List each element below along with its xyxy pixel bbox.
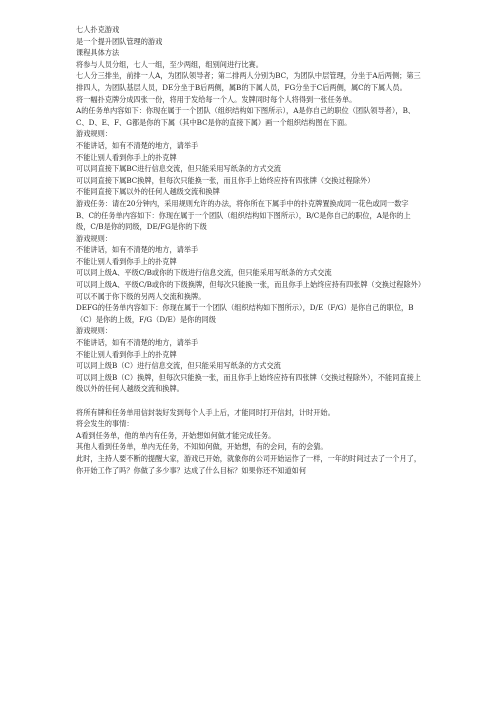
document-page xyxy=(76,24,424,476)
paragraph-grouping: 将参与人员分组，七人一组，至少两组，组别间进行比赛。 xyxy=(76,59,263,69)
paragraph-game-task: 游戏任务：请在20分钟内，采用规则允许的办法，将你所在下属手中的扑克牌置换成同一花色或同一数字 xyxy=(76,198,409,208)
rule-a-2: 不能让别人看到你手上的扑克牌 xyxy=(76,152,177,162)
rule-bc-1: 不能讲话，如有不清楚的地方，请举手 xyxy=(76,245,199,255)
rule-a-3: 可以同直接下属BC进行信息交流，但只能采用写纸条的方式交流 xyxy=(76,164,281,174)
rule-defg-2: 不能让别人看到你手上的扑克牌 xyxy=(76,349,177,359)
paragraph-task-a: A的任务单内容如下：你现在属于一个团队（组织结构如下图所示），A是你自己的职位（团队领导者），B、C、D、E、F、G都是你的下属（其中BC是你的直接下属）画一个组织结构图在下面。 xyxy=(76,106,416,127)
rules-heading-a: 游戏规则： xyxy=(76,129,112,139)
section-heading-method: 课程具体方法 xyxy=(76,48,120,58)
blank-line xyxy=(76,395,424,407)
rule-bc-3: 可以同上级A、平级C/B或你的下级进行信息交流，但只能采用写纸条的方式交流 xyxy=(76,268,332,278)
rule-defg-1: 不能讲话，如有不清楚的地方，请举手 xyxy=(76,338,199,348)
paragraph-dealing: 将一幅扑克牌分成四张一份，将用于发给每一个人。发牌同时每个人将得到一张任务单。 xyxy=(76,94,357,104)
rules-heading-bc: 游戏规则： xyxy=(76,233,112,243)
paragraph-task-defg: DEFG的任务单内容如下：你现在属于一个团队（组织结构如下图所示），D/E（F/G）是你自己的职位，B（C）是你的上级，F/G（D/E）是你的同级 xyxy=(76,303,414,324)
rule-defg-3: 可以同上级B（C）进行信息交流，但只能采用写纸条的方式交流 xyxy=(76,361,281,371)
paragraph-host-reminds: 此时，主持人要不断的提醒大家，游戏已开始，就象你的公司开始运作了一样，一年的时间过去了一个月了，你开始工作了吗？你做了多少事？达成了什么目标？如果你还不知道如何 xyxy=(76,453,422,475)
rule-a-1: 不能讲话，如有不清楚的地方，请举手 xyxy=(76,140,199,150)
paragraph-others-see: 其他人看到任务单，单内无任务，不知如何做，开始想，有的会问，有的会猜。 xyxy=(76,442,328,452)
paragraph-start: 将所有牌和任务单用信封装好发到每个人手上后，才能同时打开信封，计时开始。 xyxy=(76,407,335,417)
paragraph-a-sees: A看到任务单，他的单内有任务，开始想如何做才能完成任务。 xyxy=(76,430,276,440)
rule-bc-2: 不能让别人看到你手上的扑克牌 xyxy=(76,256,177,266)
rule-defg-4: 可以同上级B（C）换牌，但每次只能换一张，而且你手上始终应持有四张牌（交换过程除外），不能同直接上级以外的任何人越级交流和换牌。 xyxy=(76,372,421,394)
doc-subtitle: 是一个提升团队管理的游戏 xyxy=(76,36,163,46)
paragraph-seating: 七人分三排坐，前排一人A，为团队领导者；第二排两人分别为BC，为团队中层管理，分坐于A后两侧；第三排四人，为团队基层人员，DE分坐于B后两侧，属B的下属人员，FG分坐于C后两侧，属C的下属人员。 xyxy=(76,71,421,92)
rule-a-5: 不能同直接下属以外的任何人越级交流和换牌 xyxy=(76,187,220,197)
paragraph-what-happens: 将会发生的事情： xyxy=(76,419,134,429)
rule-bc-5: 可以不属于你下级的另两人交流和换牌。 xyxy=(76,291,206,301)
rule-bc-4: 可以同上级A、平级C/B或你的下级换牌，但每次只能换一张，而且你手上始终应持有四张牌（交换过程除外） xyxy=(76,280,426,290)
doc-title: 七人扑克游戏 xyxy=(76,25,120,34)
paragraph-task-bc: B、C的任务单内容如下：你现在属于一个团队（组织结构如下图所示），B/C是你自己的职位，A是你的上级，C/B是你的同级，DE/FG是你的下级 xyxy=(76,210,411,232)
rules-heading-defg: 游戏规则： xyxy=(76,326,112,336)
rule-a-4: 可以同直接下属BC换牌，但每次只能换一张，而且你手上始终应持有四张牌（交换过程除外） xyxy=(76,175,375,185)
